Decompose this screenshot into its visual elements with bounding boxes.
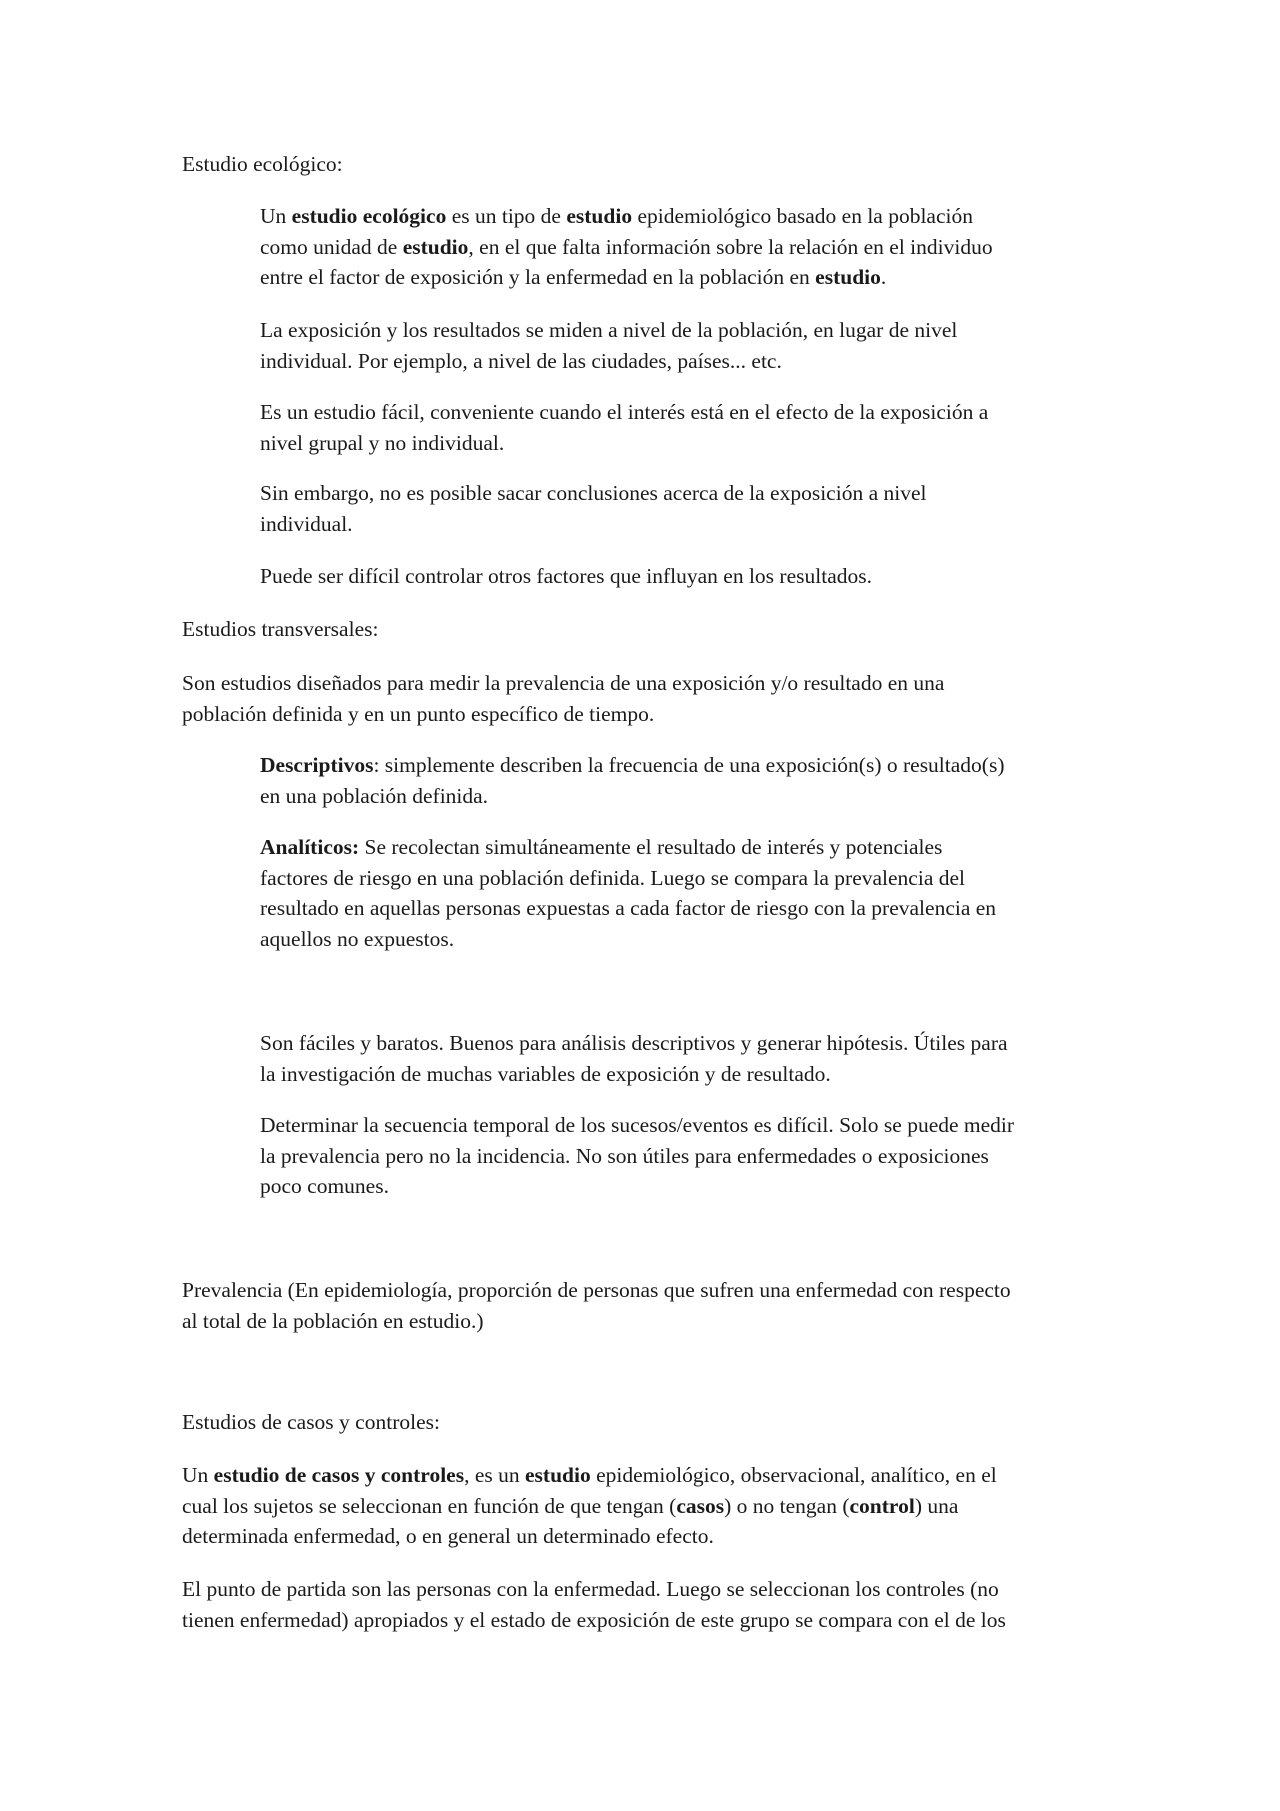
paragraph-dificil-controlar: Puede ser difícil controlar otros factores que influyan en los resultados. — [260, 564, 872, 588]
paragraph-nivel-poblacion: La exposición y los resultados se miden a nivel de la población, en lugar de nivel individual. Por ejemplo, a nivel de las ciudades, países... etc. — [260, 318, 958, 373]
paragraph-descriptivos: Descriptivos: simplemente describen la frecuencia de una exposición(s) o resultado(s) en una población definida. — [260, 753, 1005, 808]
paragraph-faciles-baratos: Son fáciles y baratos. Buenos para análisis descriptivos y generar hipótesis. Útiles para la investigación de muchas variables de exposición y de resultado. — [260, 1031, 1008, 1086]
paragraph-definicion-casos-controles: Un estudio de casos y controles, es un estudio epidemiológico, observacional, analítico, en el cual los sujetos se seleccionan en función de que tengan (casos) o no tengan (control) una determinada enfermedad, o en general un determinado efecto. — [182, 1463, 997, 1548]
paragraph-sin-embargo: Sin embargo, no es posible sacar conclusiones acerca de la exposición a nivel individual. — [260, 481, 927, 536]
paragraph-prevalencia: Prevalencia (En epidemiología, proporción de personas que sufren una enfermedad con respecto al total de la población en estudio.) — [182, 1278, 1011, 1333]
heading-estudios-transversales: Estudios transversales: — [182, 617, 379, 641]
paragraph-definicion-transversales: Son estudios diseñados para medir la prevalencia de una exposición y/o resultado en una población definida y en un punto específico de tiempo. — [182, 671, 945, 726]
paragraph-definicion-ecologico: Un estudio ecológico es un tipo de estudio epidemiológico basado en la población como unidad de estudio, en el que falta información sobre la relación en el individuo entre el factor de exposición y la enfermedad en la población en estudio. — [260, 204, 993, 289]
paragraph-secuencia-temporal: Determinar la secuencia temporal de los sucesos/eventos es difícil. Solo se puede medir la prevalencia pero no la incidencia. No son útiles para enfermedades o exposiciones poco comunes. — [260, 1113, 1015, 1198]
heading-estudio-ecologico: Estudio ecológico: — [182, 152, 343, 176]
heading-casos-controles: Estudios de casos y controles: — [182, 1410, 440, 1434]
paragraph-estudio-facil: Es un estudio fácil, conveniente cuando el interés está en el efecto de la exposición a nivel grupal y no individual. — [260, 400, 989, 455]
paragraph-punto-partida: El punto de partida son las personas con la enfermedad. Luego se seleccionan los controles (no tienen enfermedad) apropiados y el estado de exposición de este grupo se compara con el de los — [182, 1577, 1006, 1632]
paragraph-analiticos: Analíticos: Se recolectan simultáneamente el resultado de interés y potenciales factores de riesgo en una población definida. Luego se compara la prevalencia del resultado en aquellas personas expuestas a cada factor de riesgo con la prevalencia en aquellos no expuestos. — [260, 835, 997, 951]
